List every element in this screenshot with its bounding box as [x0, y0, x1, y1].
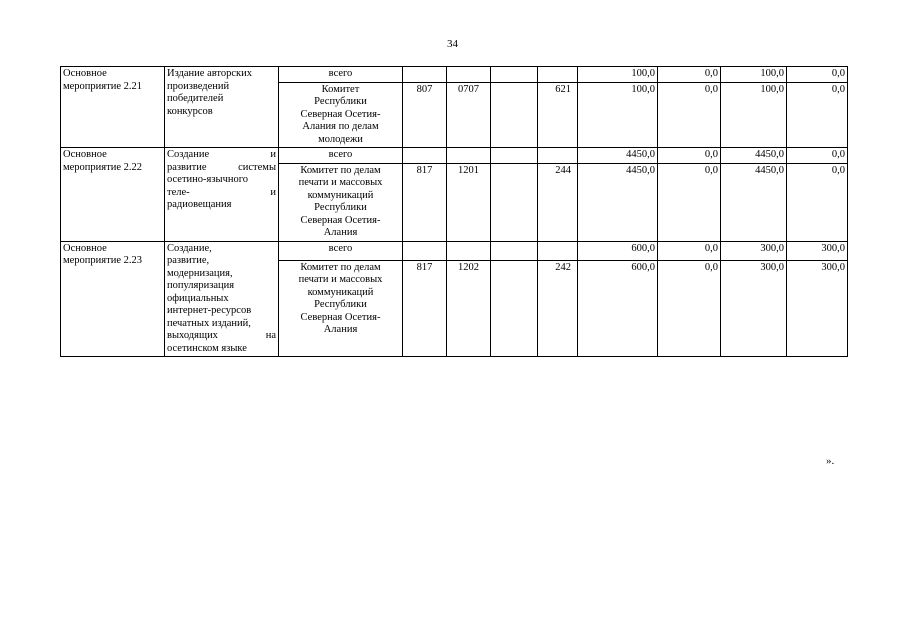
activity-code: Основное мероприятие 2.22 — [61, 148, 165, 242]
description-line: официальных — [167, 292, 229, 304]
empty-code-cell — [491, 67, 538, 83]
executor-value: 0,0 — [787, 163, 848, 241]
description-line: теле- и — [167, 186, 276, 198]
empty-code-cell — [447, 241, 491, 260]
executor-name — [279, 82, 403, 148]
empty-code-cell — [403, 148, 447, 164]
table-row-total — [61, 241, 848, 260]
description-line: Создание и — [167, 149, 276, 160]
executor-value: 0,0 — [658, 260, 721, 356]
empty-code-cell — [447, 67, 491, 83]
total-value: 0,0 — [787, 67, 848, 83]
empty-code-cell — [538, 67, 578, 83]
empty-code-cell — [447, 148, 491, 164]
table-row-total — [61, 67, 848, 83]
executor-value: 100,0 — [721, 82, 787, 148]
total-value: 100,0 — [721, 67, 787, 83]
executor-value: 4450,0 — [721, 163, 787, 241]
executor-line: Северная Осетия- — [300, 108, 381, 120]
total-value: 4450,0 — [721, 148, 787, 164]
csr-code — [491, 82, 538, 148]
vr-code: 621 — [538, 82, 578, 148]
executor-value: 0,0 — [658, 82, 721, 148]
executor-value: 0,0 — [658, 163, 721, 241]
rzpr-code: 1202 — [447, 260, 491, 356]
total-label: всего — [279, 241, 403, 260]
executor-line: Комитет по делам — [300, 261, 381, 273]
total-value: 300,0 — [721, 241, 787, 260]
empty-code-cell — [491, 148, 538, 164]
executor-value: 0,0 — [787, 82, 848, 148]
grbs-code: 817 — [403, 260, 447, 356]
total-value: 0,0 — [658, 148, 721, 164]
description-line: популяризация — [167, 280, 235, 291]
description-line: интернет-ресурсов — [167, 305, 252, 316]
empty-code-cell — [403, 241, 447, 260]
rzpr-code: 0707 — [447, 82, 491, 148]
executor-value: 600,0 — [578, 260, 658, 356]
description-line: победителей — [167, 93, 224, 104]
executor-name — [279, 260, 403, 356]
description-line: выходящих на — [167, 330, 276, 341]
rzpr-code: 1201 — [447, 163, 491, 241]
empty-code-cell — [538, 241, 578, 260]
description-line: печатных изданий, — [167, 317, 251, 329]
csr-code — [491, 163, 538, 241]
table-row-total — [61, 148, 848, 164]
description-line: развитие, — [167, 255, 210, 266]
closing-quote: ». — [826, 455, 835, 467]
activity-description — [165, 67, 279, 148]
empty-code-cell — [491, 241, 538, 260]
executor-line: Комитет — [321, 83, 360, 95]
executor-line: Республики — [314, 96, 367, 107]
total-value: 300,0 — [787, 241, 848, 260]
executor-line: печати и массовых — [298, 177, 383, 188]
total-label: всего — [279, 67, 403, 83]
description-line: радиовещания — [167, 199, 232, 210]
executor-line: Северная Осетия- — [300, 311, 381, 323]
csr-code — [491, 260, 538, 356]
activity-description — [165, 241, 279, 357]
total-value: 0,0 — [787, 148, 848, 164]
executor-line: коммуникаций — [307, 189, 374, 201]
executor-line: Алания — [323, 324, 358, 336]
description-line: развитие системы — [167, 161, 276, 173]
empty-code-cell — [403, 67, 447, 83]
total-label: всего — [279, 148, 403, 164]
total-value: 100,0 — [578, 67, 658, 83]
description-line: осетинском языке — [167, 342, 247, 354]
executor-value: 300,0 — [787, 260, 848, 356]
executor-line: Северная Осетия- — [300, 214, 381, 226]
executor-line: коммуникаций — [307, 286, 374, 298]
executor-value: 4450,0 — [578, 163, 658, 241]
executor-line: Республики — [314, 202, 367, 213]
grbs-code: 807 — [403, 82, 447, 148]
executor-line: молодежи — [318, 133, 363, 145]
executor-value: 100,0 — [578, 82, 658, 148]
total-value: 4450,0 — [578, 148, 658, 164]
description-line: осетино-язычного — [167, 174, 249, 185]
executor-line: Алания по делам — [302, 121, 379, 132]
executor-value: 300,0 — [721, 260, 787, 356]
description-line: конкурсов — [167, 105, 213, 117]
executor-line: Комитет по делам — [300, 164, 381, 176]
total-value: 600,0 — [578, 241, 658, 260]
activity-code: Основное мероприятие 2.21 — [61, 67, 165, 148]
total-value: 0,0 — [658, 241, 721, 260]
page-number: 34 — [447, 38, 458, 50]
vr-code: 244 — [538, 163, 578, 241]
grbs-code: 817 — [403, 163, 447, 241]
description-line: Издание авторских — [167, 68, 253, 79]
empty-code-cell — [538, 148, 578, 164]
budget-table — [60, 66, 848, 357]
description-line: Создание, — [167, 242, 212, 254]
total-value: 0,0 — [658, 67, 721, 83]
executor-line: печати и массовых — [298, 274, 383, 286]
activity-description — [165, 148, 279, 242]
executor-line: Алания — [323, 227, 358, 238]
vr-code: 242 — [538, 260, 578, 356]
executor-line: Республики — [314, 299, 367, 311]
description-line: модернизация, — [167, 267, 233, 279]
activity-code: Основное мероприятие 2.23 — [61, 241, 165, 357]
executor-name — [279, 163, 403, 241]
description-line: произведений — [167, 80, 230, 92]
